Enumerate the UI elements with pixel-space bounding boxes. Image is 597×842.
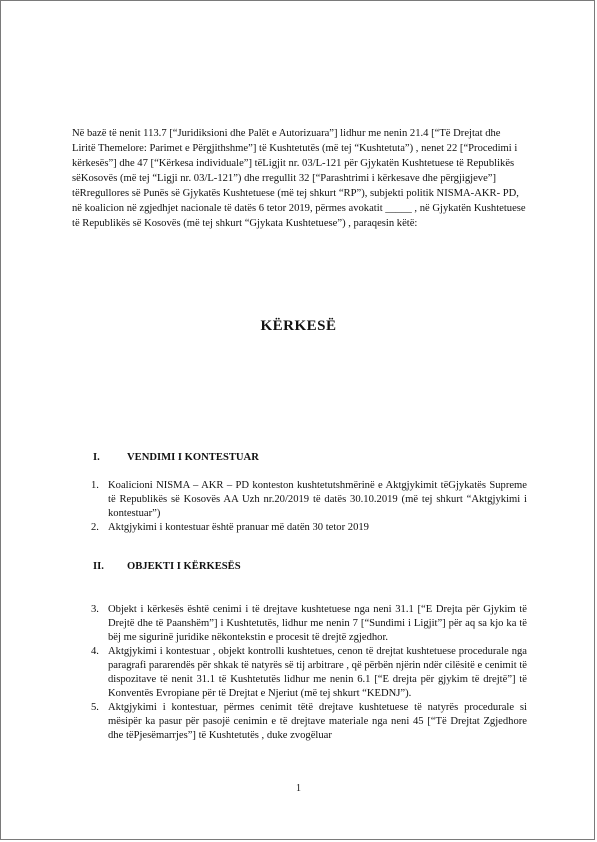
- item-text: Aktgjykimi i kontestuar, përmes cenimit tëtë drejtave kushtetuese të natyrës procedurale si mësipër ka pasur për pasojë cenimin e të drejtave materiale nga neni 45 [“Të Drejtat Zgjedhore dhe tëPjesëmarrjes”] të Kushtetutës , duke zvogëluar: [108, 702, 527, 741]
- list-item: [91, 479, 527, 521]
- page-number: 1: [296, 783, 301, 794]
- list-item: [91, 603, 527, 645]
- section-number: I.: [93, 452, 100, 463]
- list-item: [91, 521, 527, 535]
- section-title: OBJEKTI I KËRKESËS: [127, 561, 241, 572]
- item-number: 4.: [91, 646, 99, 657]
- item-number: 5.: [91, 702, 99, 713]
- intro-paragraph: Në bazë të nenit 113.7 [“Juridiksioni dhe Palët e Autorizuara”] lidhur me nenin 21.4 [“Të Drejtat dhe Liritë Themelore: Parimet e Përgjithshme”] të Kushtetutës (më tej “Kushtetuta”) , nenet 22 [“Procedimi i kërkesës”] dhe 47 [“Kërkesa individuale”] tëLigjit nr. 03/L-121 për Gjykatën Kushtetuese të Republikës sëKosovës (më tej “Ligji nr. 03/L-121”) dhe rregullit 32 [“Parashtrimi i kërkesave dhe përgjigjeve”] tëRregullores së Punës së Gjykatës Kushtetuese (më tej shkurt “RP”), subjekti politik NISMA-AKR- PD, në koalicion në zgjedhjet nacionale të datës 6 tetor 2019, përmes avokatit _____ , në Gjykatën Kushtetuese të Republikës së Kosovës (më tej shkurt “Gjykata Kushtetuese”) , paraqesin këtë:: [72, 128, 526, 229]
- section-heading-1: [93, 452, 259, 463]
- section-1-items: [91, 479, 527, 535]
- document-title: KËRKESË: [260, 318, 337, 334]
- list-item: [91, 645, 527, 701]
- item-text: Aktgjykimi i kontestuar është pranuar më datën 30 tetor 2019: [108, 522, 369, 533]
- item-text: Koalicioni NISMA – AKR – PD konteston kushtetutshmërinë e Aktgjykimit tëGjykatës Supreme të Republikës së Kosovës AA Uzh nr.20/2019 të datës 30.10.2019 (më tej shkurt “Aktgjykimi i kontestuar”): [108, 480, 527, 519]
- section-title: VENDIMI I KONTESTUAR: [127, 452, 259, 463]
- item-number: 3.: [91, 604, 99, 615]
- item-text: Objekt i kërkesës është cenimi i të drejtave kushtetuese nga neni 31.1 [“E Drejta për Gjykim të Drejtë dhe të Paanshëm”] i Kushtetutës, lidhur me nenin 7 [“Sundimi i Ligjit”] për aq sa kjo ka të bëj me sigurinë juridike nëkontekstin e procesit të drejtë zgjedhor.: [108, 604, 527, 643]
- item-number: 2.: [91, 522, 99, 533]
- section-heading-2: [93, 561, 241, 572]
- item-text: Aktgjykimi i kontestuar , objekt kontrolli kushtetues, cenon të drejtat kushtetuese procedurale nga paragrafi pararendës për shkak të natyrës së tij arbitrare , që përbën njërin ndër cilësitë e cenimit të dispozitave të nenit 31.1 të Kushtetutës lidhur me nenin 6.1 [“E drejta për gjykim të drejtë”] të Konventës Evropiane për të Drejtat e Njeriut (më tej shkurt “KEDNJ”).: [108, 646, 527, 699]
- list-item: [91, 701, 527, 743]
- item-number: 1.: [91, 480, 99, 491]
- section-number: II.: [93, 561, 104, 572]
- section-2-items: [91, 603, 527, 743]
